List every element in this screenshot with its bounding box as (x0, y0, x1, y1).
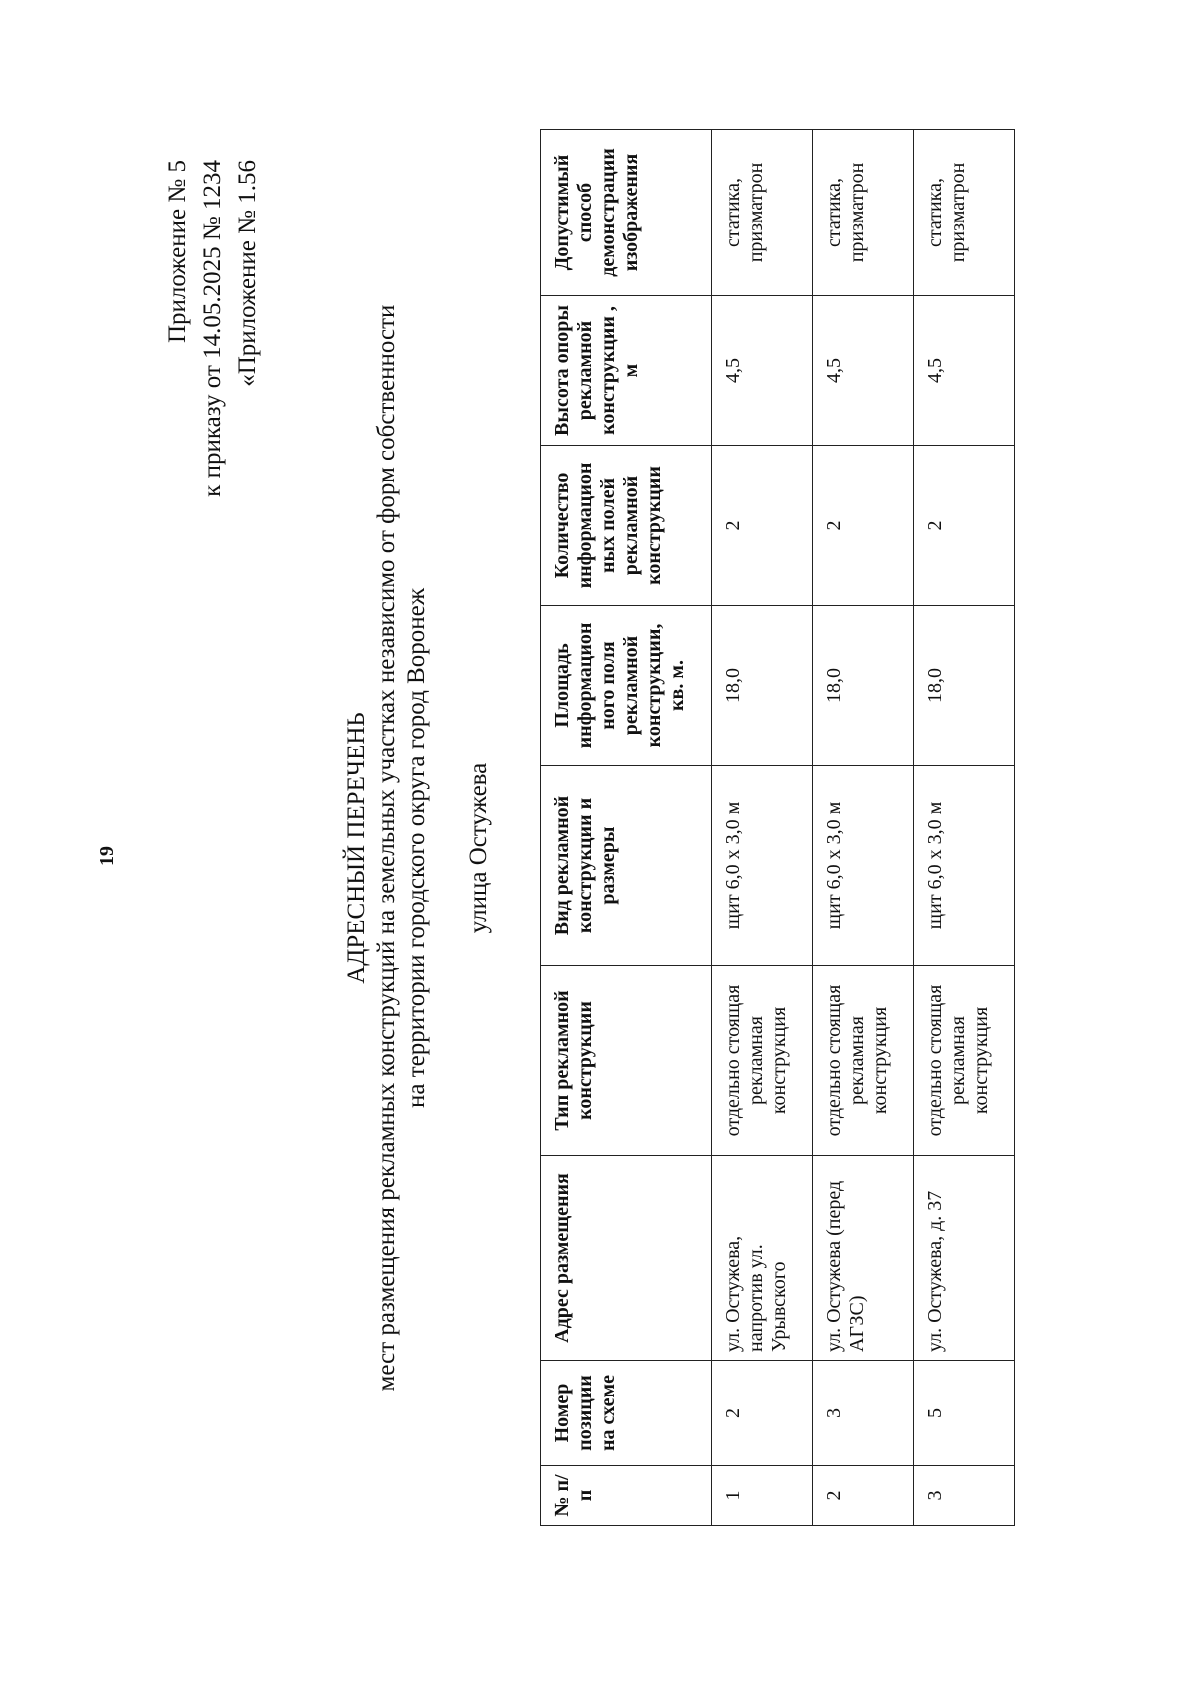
table-row (914, 130, 1015, 1526)
cell-support-height: 4,5 (813, 296, 914, 446)
cell-construction-kind: щит 6,0 х 3,0 м (712, 766, 813, 966)
cell-address: ул. Остужева (перед АГЗС) (813, 1156, 914, 1361)
header-construction-type: Тип рекламной конструкции (541, 966, 712, 1156)
table-header-row (541, 130, 712, 1526)
cell-construction-type: отдельно стоящая рекламная конструкция (712, 966, 813, 1156)
title-line-3: на территории городского округа город Воронеж (403, 588, 430, 1108)
cell-display-method: статика, призматрон (813, 130, 914, 296)
address-table (540, 129, 1015, 1526)
cell-address: ул. Остужева, д. 37 (914, 1156, 1015, 1361)
title-line-2: мест размещения рекламных конструкций на земельных участках независимо от форм собственности (373, 304, 400, 1392)
cell-support-height: 4,5 (712, 296, 813, 446)
header-field-count: Количество информацион ных полей рекламной конструкции (541, 446, 712, 606)
header-construction-kind: Вид рекламной конструкции и размеры (541, 766, 712, 966)
cell-position-number: 5 (914, 1361, 1015, 1466)
cell-address: ул. Остужева, напротив ул. Урывского (712, 1156, 813, 1361)
cell-construction-type: отдельно стоящая рекламная конструкция (813, 966, 914, 1156)
header-row-number: № п/п (541, 1466, 712, 1526)
cell-field-count: 2 (813, 446, 914, 606)
annex-line-3: «Приложение № 1.56 (234, 160, 261, 387)
page-number: 19 (96, 846, 118, 866)
header-display-method: Допустимый способ демонстрации изображения (541, 130, 712, 296)
cell-row-number: 2 (813, 1466, 914, 1526)
table-row (813, 130, 914, 1526)
document-title (342, 0, 432, 1696)
cell-construction-kind: щит 6,0 х 3,0 м (914, 766, 1015, 966)
title-line-1: АДРЕСНЫЙ ПЕРЕЧЕНЬ (343, 712, 370, 984)
cell-field-area: 18,0 (813, 606, 914, 766)
annex-line-1: Приложение № 5 (164, 160, 191, 344)
header-position-number: Номер позиции на схеме (541, 1361, 712, 1466)
annex-line-2: к приказу от 14.05.2025 № 1234 (199, 160, 226, 497)
annex-reference (160, 160, 265, 497)
header-field-area: Площадь информацион ного поля рекламной конструкции, кв. м. (541, 606, 712, 766)
cell-row-number: 3 (914, 1466, 1015, 1526)
cell-display-method: статика, призматрон (914, 130, 1015, 296)
cell-construction-type: отдельно стоящая рекламная конструкция (914, 966, 1015, 1156)
cell-field-area: 18,0 (914, 606, 1015, 766)
cell-field-count: 2 (914, 446, 1015, 606)
cell-position-number: 2 (712, 1361, 813, 1466)
street-name: улица Остужева (465, 762, 492, 934)
table-row (712, 130, 813, 1526)
cell-display-method: статика, призматрон (712, 130, 813, 296)
header-support-height: Высота опоры рекламной конструкции , м (541, 296, 712, 446)
cell-position-number: 3 (813, 1361, 914, 1466)
cell-construction-kind: щит 6,0 х 3,0 м (813, 766, 914, 966)
cell-support-height: 4,5 (914, 296, 1015, 446)
header-address: Адрес размещения (541, 1156, 712, 1361)
cell-field-area: 18,0 (712, 606, 813, 766)
cell-row-number: 1 (712, 1466, 813, 1526)
cell-field-count: 2 (712, 446, 813, 606)
